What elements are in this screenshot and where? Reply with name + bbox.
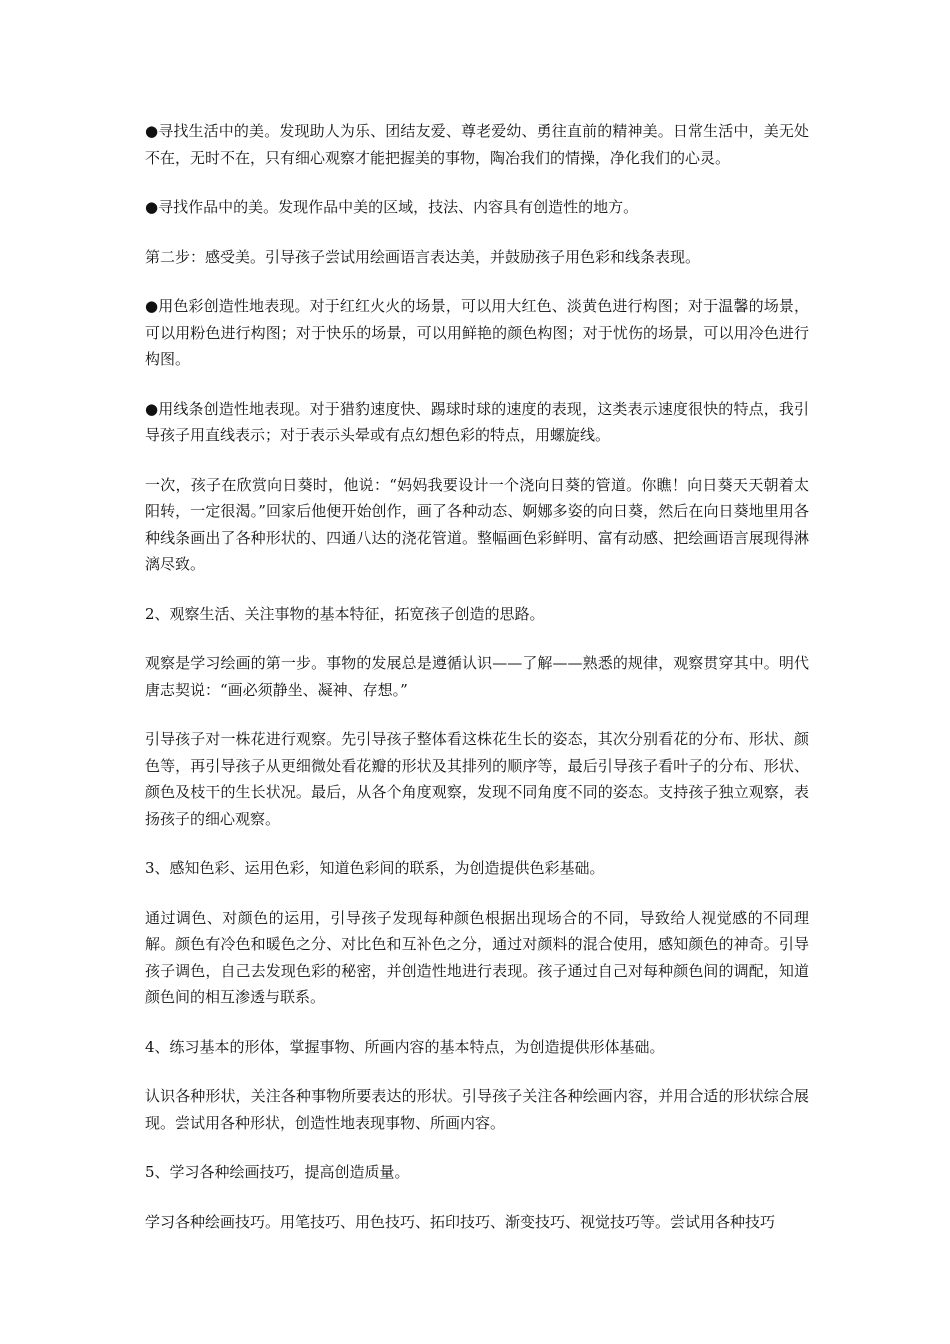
paragraph-color-expression: ●用色彩创造性地表现。对于红红火火的场景，可以用大红色、淡黄色进行构图；对于温馨的场景，可以用粉色进行构图；对于快乐的场景，可以用鲜艳的颜色构图；对于忧伤的场景，可以用冷色进行构图。 [145,297,809,368]
heading-basic-shapes: 4、练习基本的形体，掌握事物、所画内容的基本特点，为创造提供形体基础。 [145,1037,665,1056]
paragraph-line-expression: ●用线条创造性地表现。对于猎豹速度快、踢球时球的速度的表现，这类表示速度很快的特点，我引导孩子用直线表示；对于表示头晕或有点幻想色彩的特点，用螺旋线。 [145,399,809,444]
paragraph-sunflower-story: 一次，孩子在欣赏向日葵时，他说：“妈妈我要设计一个浇向日葵的管道。你瞧！向日葵天天朝着太阳转，一定很渴。”回家后他便开始创作，画了各种动态、婀娜多姿的向日葵，然后在向日葵地里用各种线条画出了各种形状的、四通八达的浇花管道。整幅画色彩鲜明、富有动感、把绘画语言展现得淋漓尽致。 [145,475,809,573]
paragraph-step-two: 第二步：感受美。引导孩子尝试用绘画语言表达美，并鼓励孩子用色彩和线条表现。 [145,247,701,266]
paragraph-shapes: 认识各种形状，关注各种事物所要表达的形状。引导孩子关注各种绘画内容，并用合适的形状综合展现。尝试用各种形状，创造性地表现事物、所画内容。 [145,1087,809,1132]
heading-perceive-color: 3、感知色彩、运用色彩，知道色彩间的联系，为创造提供色彩基础。 [145,859,605,877]
paragraph-techniques: 学习各种绘画技巧。用笔技巧、用色技巧、拓印技巧、渐变技巧、视觉技巧等。尝试用各种技巧 [145,1212,776,1231]
paragraph-observation: 观察是学习绘画的第一步。事物的发展总是遵循认识——了解——熟悉的规律，观察贯穿其中。明代唐志契说：“画必须静坐、凝神、存想。” [145,654,809,699]
paragraph-color-mixing: 通过调色、对颜色的运用，引导孩子发现每种颜色根据出现场合的不同，导致给人视觉感的不同理解。颜色有冷色和暖色之分、对比色和互补色之分，通过对颜料的混合使用，感知颜色的神奇。引导孩子调色，自己去发现色彩的秘密，并创造性地进行表现。孩子通过自己对每种颜色间的调配，知道颜色间的相互渗透与联系。 [145,908,809,1006]
heading-observe-life: 2、观察生活、关注事物的基本特征，拓宽孩子创造的思路。 [145,604,545,623]
heading-drawing-techniques: 5、学习各种绘画技巧，提高创造质量。 [145,1163,410,1181]
document-body [145,118,809,1258]
paragraph-beauty-in-works: ●寻找作品中的美。发现作品中美的区域，技法、内容具有创造性的地方。 [145,198,639,216]
paragraph-beauty-in-life: ●寻找生活中的美。发现助人为乐、团结友爱、尊老爱幼、勇往直前的精神美。日常生活中，美无处不在，无时不在，只有细心观察才能把握美的事物，陶冶我们的情操，净化我们的心灵。 [145,122,809,167]
paragraph-flower-observation: 引导孩子对一株花进行观察。先引导孩子整体看这株花生长的姿态，其次分别看花的分布、形状、颜色等，再引导孩子从更细微处看花瓣的形状及其排列的顺序等，最后引导孩子看叶子的分布、形状、颜色及枝干的生长状况。最后，从各个角度观察，发现不同角度不同的姿态。支持孩子独立观察，表扬孩子的细心观察。 [145,730,809,828]
